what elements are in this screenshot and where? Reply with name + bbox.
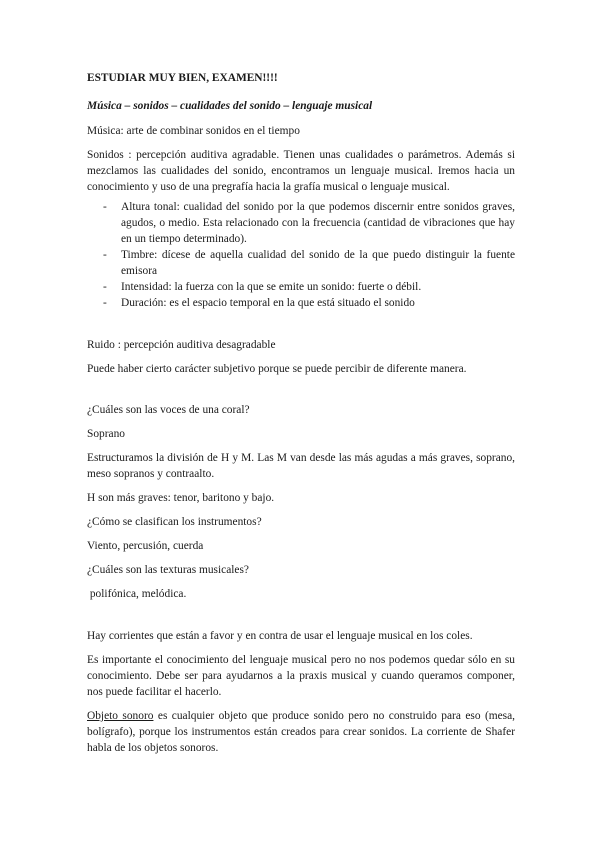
- paragraph-sonidos: Sonidos : percepción auditiva agradable. Tienen unas cualidades o parámetros. Además si mezclamos las cualidades del sonido, encontramos un lenguaje musical. Iremos hacia un conocimiento y uso de una pregrafía hacia la grafía musical o lenguaje musical.: [87, 149, 515, 193]
- objeto-sonoro-definition: es cualquier objeto que produce sonido pero no construido para eso (mesa, bolígrafo), porque los instrumentos están creados para crear sonidos. La corriente de Shafer habla de los objetos sonoros.: [87, 710, 515, 754]
- answer-texturas: polifónica, melódica.: [87, 588, 187, 600]
- answer-voces: Soprano: [87, 428, 125, 440]
- paragraph-hombres: H son más graves: tenor, baritono y bajo.: [87, 492, 275, 504]
- paragraph-objeto-sonoro: [87, 708, 515, 756]
- doc-subtitle: Música – sonidos – cualidades del sonido – lenguaje musical: [87, 100, 373, 112]
- list-item: - Duración: es el espacio temporal en la que está situado el sonido: [87, 295, 515, 311]
- paragraph-musica: Música: arte de combinar sonidos en el tiempo: [87, 125, 300, 137]
- answer-instrumentos: Viento, percusión, cuerda: [87, 540, 204, 552]
- paragraph-importante: Es importante el conocimiento del lenguaje musical pero no nos podemos quedar sólo en su conocimiento. Debe ser para ayudarnos a la praxis musical y cuando queramos componer, nos puede facilitar el hacerlo.: [87, 654, 515, 698]
- paragraph-ruido: Ruido : percepción auditiva desagradable: [87, 339, 276, 351]
- document-body: [87, 70, 515, 756]
- qualities-list: [87, 199, 515, 311]
- paragraph-corrientes: Hay corrientes que están a favor y en contra de usar el lenguaje musical en los coles.: [87, 630, 473, 642]
- doc-title: ESTUDIAR MUY BIEN, EXAMEN!!!!: [87, 72, 278, 84]
- list-item: - Altura tonal: cualidad del sonido por la que podemos discernir entre sonidos graves, agudos, o medio. Esta relacionado con la frecuencia (cantidad de vibraciones que hay en un tiempo determinado).: [87, 199, 515, 247]
- paragraph-estructura: Estructuramos la división de H y M. Las M van desde las más agudas a más graves, soprano, meso sopranos y contraalto.: [87, 452, 515, 480]
- objeto-sonoro-term: Objeto sonoro: [87, 710, 154, 722]
- question-texturas: ¿Cuáles son las texturas musicales?: [87, 564, 249, 576]
- question-voces: ¿Cuáles son las voces de una coral?: [87, 404, 250, 416]
- paragraph-ruido-note: Puede haber cierto carácter subjetivo porque se puede percibir de diferente manera.: [87, 363, 467, 375]
- question-instrumentos: ¿Cómo se clasifican los instrumentos?: [87, 516, 262, 528]
- list-item: - Timbre: dícese de aquella cualidad del sonido de la que puedo distinguir la fuente emisora: [87, 247, 515, 279]
- list-item: - Intensidad: la fuerza con la que se emite un sonido: fuerte o débil.: [87, 279, 515, 295]
